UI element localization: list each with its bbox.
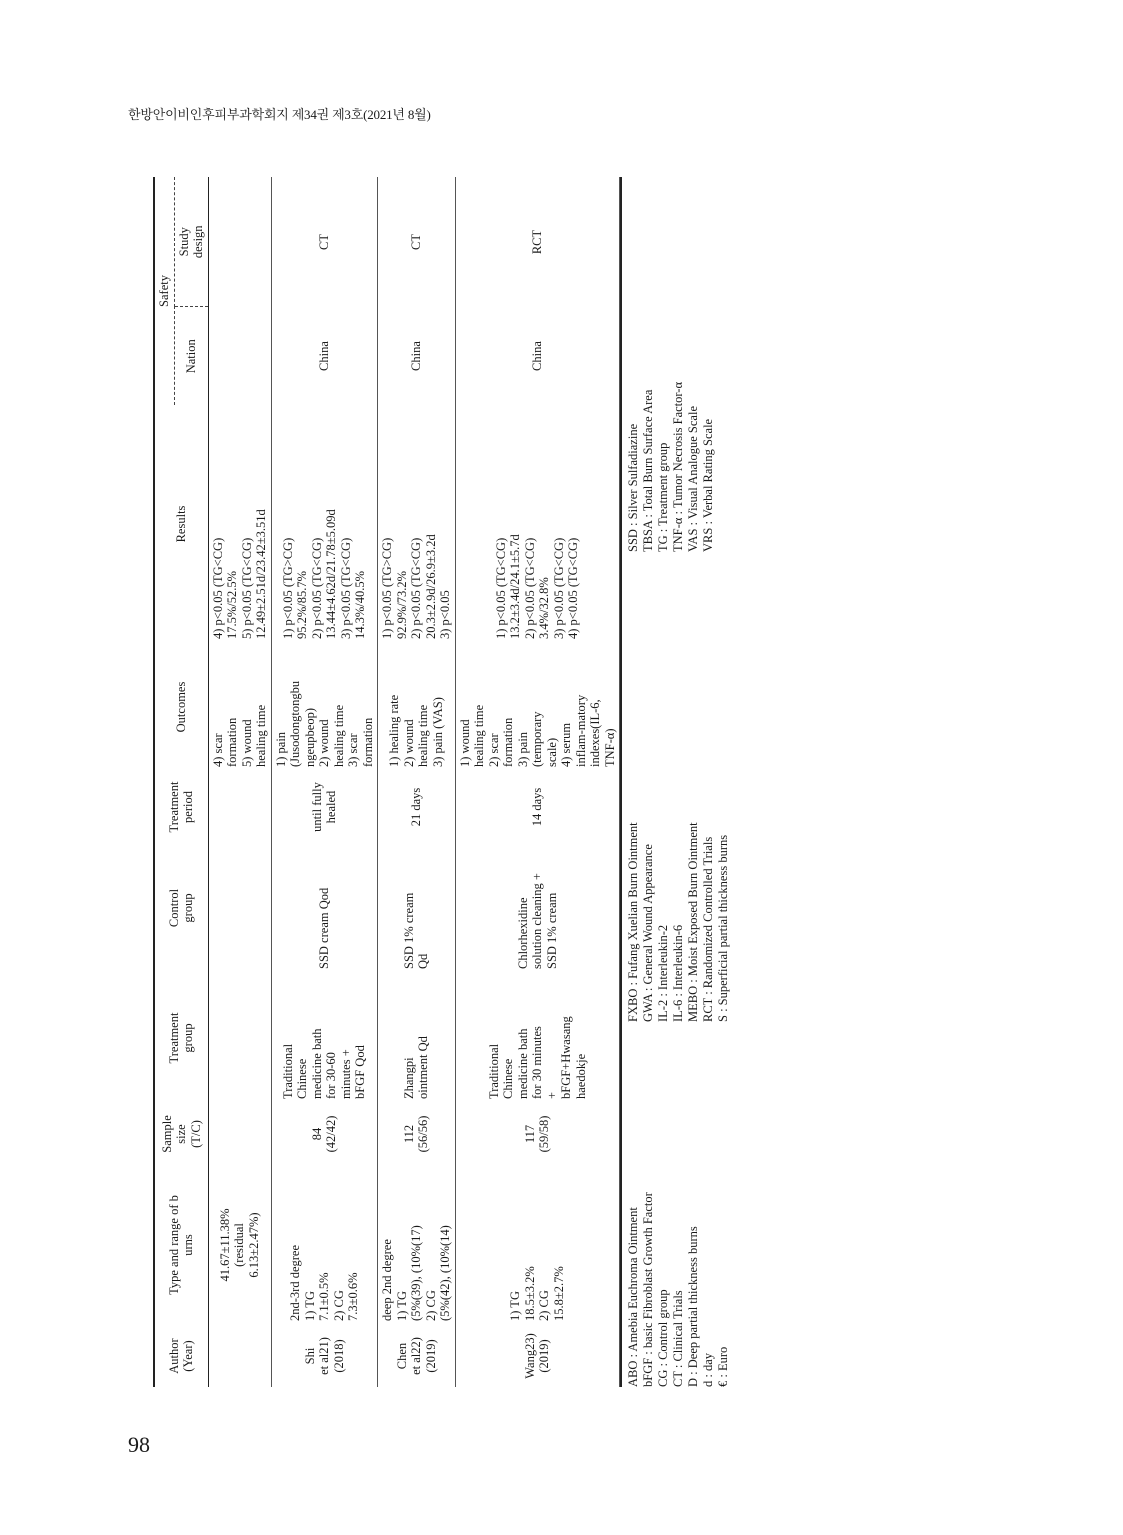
col-safety: Safety xyxy=(154,177,174,405)
cell-treatment xyxy=(208,973,271,1103)
abbreviation-item: SSD : Silver Sulfadiazine xyxy=(626,423,640,552)
cell-type-range: 41.67±11.38% (residual 6.13±2.47%) xyxy=(208,1165,271,1325)
cell-control: Chlorhexidine solution cleaning + SSD 1% cream xyxy=(455,843,620,973)
cell-author: Wang23) (2019) xyxy=(455,1325,620,1387)
abbreviation-item: d : day xyxy=(701,1352,715,1387)
cell-nation: China xyxy=(271,307,378,405)
cell-author xyxy=(208,1325,271,1387)
running-header: 한방안이비인후피부과학회지 제34권 제3호(2021년 8월) xyxy=(128,107,431,122)
cell-period xyxy=(208,771,271,843)
col-author: Author (Year) xyxy=(154,1325,208,1387)
table-row xyxy=(271,177,378,1387)
col-sample-size: Sample size (T/C) xyxy=(154,1103,208,1165)
col-study-design: Study design xyxy=(174,177,208,307)
abbreviation-item: € : Euro xyxy=(716,1346,730,1387)
abbreviation-footnotes xyxy=(620,177,731,1387)
cell-type-range: 1) TG 18.5±3.2% 2) CG 15.8±2.7% xyxy=(455,1165,620,1325)
abbreviation-item: GWA : General Wound Appearance xyxy=(641,844,655,1022)
cell-treatment: Zhangpi ointment Qd xyxy=(378,973,456,1103)
cell-nation xyxy=(208,307,271,405)
cell-control: SSD 1% cream Qd xyxy=(378,843,456,973)
cell-design: CT xyxy=(378,177,456,307)
abbreviation-column xyxy=(626,572,731,1022)
abbreviation-item: CT : Clinical Trials xyxy=(671,1290,685,1387)
abbreviation-item: RCT : Randomized Controlled Trials xyxy=(701,836,715,1022)
cell-type-range: deep 2nd degree 1) TG (5%(39), (10%(17) 2) CG (5%(42), (10%(14) xyxy=(378,1165,456,1325)
cell-control: SSD cream Qod xyxy=(271,843,378,973)
burn-studies-table xyxy=(153,177,620,1387)
cell-type-range: 2nd-3rd degree 1) TG 7.1±0.5% 2) CG 7.3±0.6% xyxy=(271,1165,378,1325)
col-type-range: Type and range of b urns xyxy=(154,1165,208,1325)
abbreviation-item: S : Superficial partial thickness burns xyxy=(716,834,730,1022)
col-control-group: Control group xyxy=(154,843,208,973)
abbreviation-item: TNF-α : Tumor Necrosis Factor-α xyxy=(671,381,685,552)
cell-period: 21 days xyxy=(378,771,456,843)
cell-design: CT xyxy=(271,177,378,307)
col-nation: Nation xyxy=(174,307,208,405)
table-row xyxy=(455,177,620,1387)
cell-design: RCT xyxy=(455,177,620,307)
cell-outcomes: 1) healing rate 2) wound healing time 3) pain (VAS) xyxy=(378,643,456,771)
cell-author: Chen et al22) (2019) xyxy=(378,1325,456,1387)
cell-treatment: Traditional Chinese medicine bath for 30-60 minutes + bFGF Qod xyxy=(271,973,378,1103)
cell-outcomes: 4) scar formation 5) wound healing time xyxy=(208,643,271,771)
cell-nation: China xyxy=(378,307,456,405)
cell-treatment: Traditional Chinese medicine bath for 30 minutes + bFGF+Hwasang haedokje xyxy=(455,973,620,1103)
abbreviation-item: VAS : Visual Analogue Scale xyxy=(686,405,700,552)
cell-results: 1) p<0.05 (TG>CG) 92.9%/73.2% 2) p<0.05 (TG<CG) 20.3±2.9d/26.9±3.2d 3) p<0.05 xyxy=(378,405,456,643)
cell-sample xyxy=(208,1103,271,1165)
col-results: Results xyxy=(154,405,208,643)
page-number: 98 xyxy=(128,1432,150,1457)
cell-period: until fully healed xyxy=(271,771,378,843)
rotated-table-container xyxy=(153,177,928,1387)
cell-results: 4) p<0.05 (TG<CG) 17.5%/52.5% 5) p<0.05 (TG<CG) 12.49±2.51d/23.42±3.51d xyxy=(208,405,271,643)
cell-results: 1) p<0.05 (TG<CG) 13.2±3.4d/24.1±5.7d 2) p<0.05 (TG<CG) 3.4%/32.8% 3) p<0.05 (TG<CG) 4) p<0.05 (TG<CG) xyxy=(455,405,620,643)
cell-sample: 117 (59/58) xyxy=(455,1103,620,1165)
cell-period: 14 days xyxy=(455,771,620,843)
cell-design xyxy=(208,177,271,307)
cell-outcomes: 1) wound healing time 2) scar formation 3) pain (temporary scale) 4) serum inflam-matory indexes(IL-6, TNF-α) xyxy=(455,643,620,771)
col-treatment-period: Treatment period xyxy=(154,771,208,843)
abbreviation-item: VRS : Verbal Rating Scale xyxy=(701,418,715,552)
table-header xyxy=(154,177,208,1387)
abbreviation-item: TG : Treatment group xyxy=(656,442,670,552)
cell-nation: China xyxy=(455,307,620,405)
cell-control xyxy=(208,843,271,973)
cell-author: Shi et al21) (2018) xyxy=(271,1325,378,1387)
abbreviation-item: D : Deep partial thickness burns xyxy=(686,1226,700,1387)
abbreviation-item: bFGF : basic Fibroblast Growth Factor xyxy=(641,1192,655,1387)
abbreviation-item: IL-2 : Interleukin-2 xyxy=(656,924,670,1022)
abbreviation-item: MEBO : Moist Exposed Burn Ointment xyxy=(686,822,700,1022)
table-row xyxy=(378,177,456,1387)
abbreviation-item: CG : Control group xyxy=(656,1289,670,1387)
abbreviation-item: IL-6 : Interleukin-6 xyxy=(671,924,685,1022)
col-outcomes: Outcomes xyxy=(154,643,208,771)
abbreviation-column xyxy=(626,1042,731,1387)
cell-sample: 112 (56/56) xyxy=(378,1103,456,1165)
abbreviation-column xyxy=(626,382,731,552)
col-treatment-group: Treatment group xyxy=(154,973,208,1103)
cell-results: 1) p<0.05 (TG>CG) 95.2%/85.7% 2) p<0.05 (TG<CG) 13.44±4.62d/21.78±5.09d 3) p<0.05 (TG<CG) 14.3%/40.5% xyxy=(271,405,378,643)
cell-sample: 84 (42/42) xyxy=(271,1103,378,1165)
table-row xyxy=(208,177,271,1387)
abbreviation-item: FXBO : Fufang Xuelian Burn Ointment xyxy=(626,822,640,1022)
abbreviation-item: TBSA : Total Burn Surface Area xyxy=(641,389,655,552)
abbreviation-item: ABO : Amebia Euchroma Ointment xyxy=(626,1207,640,1387)
cell-outcomes: 1) pain (Jusodongtongbu ngeupbeop) 2) wound healing time 3) scar formation xyxy=(271,643,378,771)
